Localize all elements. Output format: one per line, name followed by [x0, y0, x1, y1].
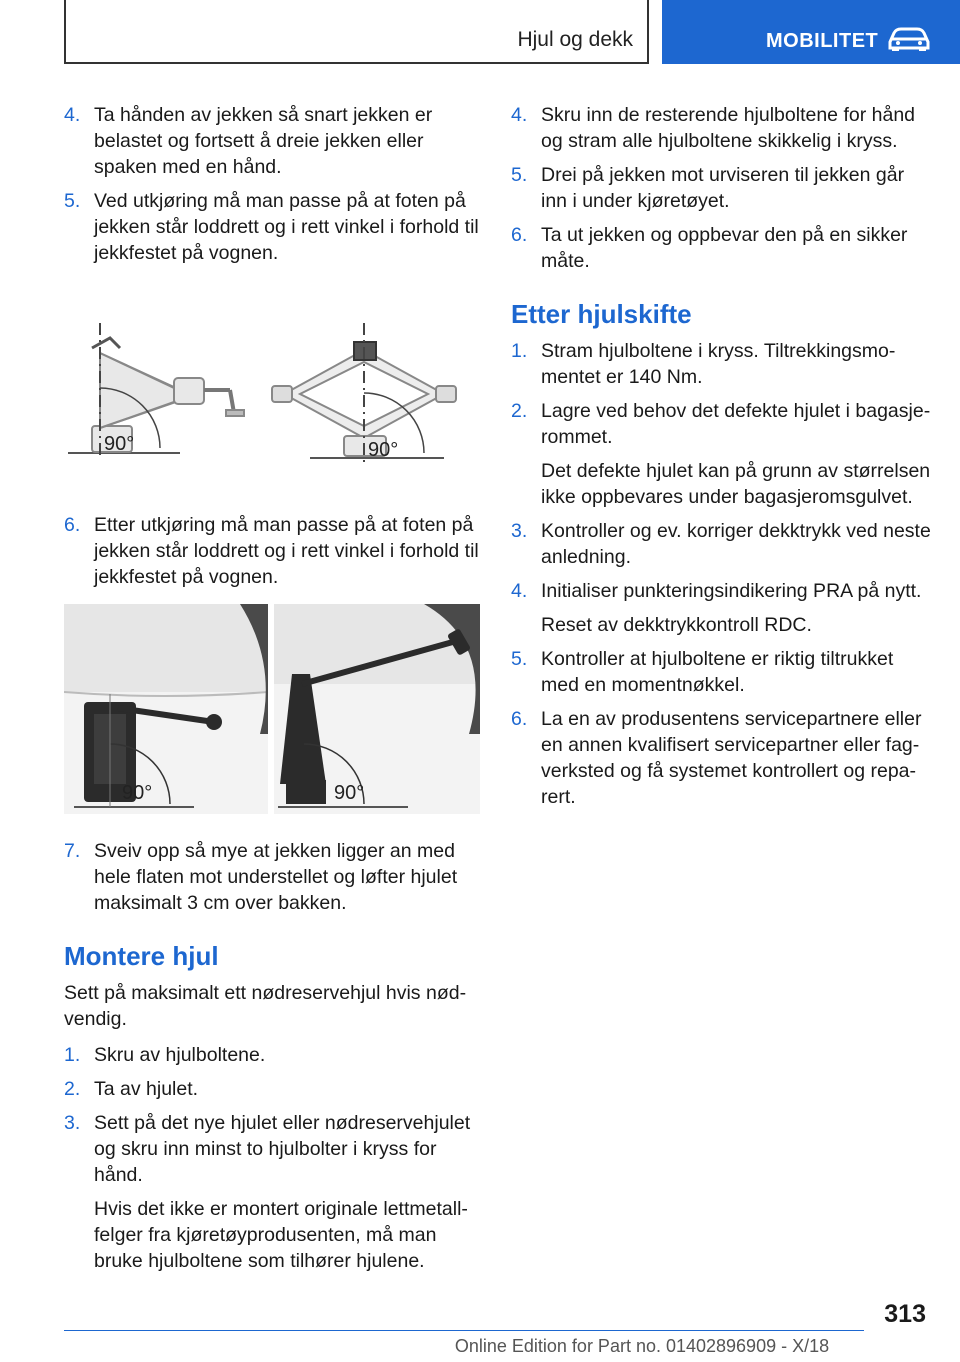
list-item	[511, 646, 931, 698]
step-note: Hvis det ikke er montert originale lettmetallfelger fra kjøretøyprodusenten, må man bruke hjulboltene som tilhører hjulene.	[94, 1198, 468, 1272]
step-text: Ta ut jekken og oppbevar den på en sikker måte.	[541, 224, 908, 272]
list-item	[511, 578, 931, 604]
list-item	[64, 1076, 480, 1102]
step-number: 1.	[64, 1044, 81, 1066]
step-number: 4.	[64, 104, 81, 126]
angle-label: 90°	[104, 433, 135, 455]
step-number: 6.	[511, 224, 528, 246]
step-number: 1.	[511, 340, 528, 362]
step-number: 4.	[511, 580, 528, 602]
list-item	[64, 838, 480, 916]
list-item	[511, 338, 931, 390]
step-number: 5.	[511, 648, 528, 670]
page-number: 313	[884, 1300, 926, 1328]
step-text: Kontroller at hjulboltene er riktig tiltrukket med en momentnøkkel.	[541, 648, 894, 696]
step-text: Ta hånden av jekken så snart jekken er belastet og fortsett å dreie jekken eller spaken med en hånd.	[94, 104, 433, 178]
step-text: La en av produsentens servicepartnere eller en annen kvalifisert servicepartner eller fagverksted og få systemet kontrollert og reparert.	[541, 708, 922, 808]
step-number: 5.	[64, 190, 81, 212]
footer-divider	[64, 1330, 864, 1331]
footer-edition	[0, 1336, 960, 1357]
list-item	[64, 102, 480, 180]
step-note: Reset av dekktrykkontroll RDC.	[541, 614, 812, 636]
section-title: Etter hjulskifte	[511, 299, 692, 329]
list-item	[64, 188, 480, 266]
step-text: Ta av hjulet.	[94, 1078, 199, 1100]
angle-label: 90°	[368, 439, 399, 461]
step-text: Kontroller og ev. korriger dekktrykk ved neste anledning.	[541, 520, 931, 568]
chapter-tab-label: MOBILITET	[766, 30, 879, 52]
jack-under-vehicle-figure	[64, 604, 480, 814]
list-item	[511, 706, 931, 810]
header-section-box	[64, 0, 649, 64]
step-number: 2.	[511, 400, 528, 422]
angle-label: 90°	[122, 782, 153, 804]
section-title: Montere hjul	[64, 941, 219, 971]
step-text: Ved utkjøring må man passe på at foten på jekken står loddrett og i rett vinkel i forhold til jekkfestet på vognen.	[94, 190, 479, 264]
step-text: Sett på det nye hjulet eller nødreservehjulet og skru inn minst to hjulbolter i kryss for hånd.	[94, 1112, 471, 1186]
angle-label: 90°	[334, 782, 365, 804]
left-column	[64, 102, 480, 1282]
step-number: 5.	[511, 164, 528, 186]
step-number: 6.	[64, 514, 81, 536]
step-number: 2.	[64, 1078, 81, 1100]
step-text: Drei på jekken mot urviseren til jekken går inn i under kjøretøyet.	[541, 164, 905, 212]
list-item	[511, 102, 931, 154]
step-text: Etter utkjøring må man passe på at foten på jekken står loddrett og i rett vinkel i forhold til jekkfestet på vognen.	[94, 514, 479, 588]
list-item	[64, 512, 480, 590]
scissor-jack-figure	[64, 298, 480, 498]
step-number: 3.	[511, 520, 528, 542]
list-item	[511, 398, 931, 450]
section-intro: Sett på maksimalt ett nødreservehjul hvis nødvendig.	[64, 982, 467, 1030]
step-text: Skru av hjulboltene.	[94, 1044, 266, 1066]
list-item	[511, 222, 931, 274]
step-number: 6.	[511, 708, 528, 730]
footer-edition-text: Online Edition for Part no. 01402896909 - X/18	[454, 1336, 830, 1356]
step-text: Lagre ved behov det defekte hjulet i bagasjerommet.	[541, 400, 931, 448]
step-note: Det defekte hjulet kan på grunn av størrelsen ikke oppbevares under bagasjeromsgulvet.	[541, 460, 931, 508]
step-text: Stram hjulboltene i kryss. Tiltrekkingsmomentet er 140 Nm.	[541, 340, 896, 388]
step-number: 4.	[511, 104, 528, 126]
car-icon	[886, 26, 932, 52]
list-item	[64, 1042, 480, 1068]
list-item	[511, 162, 931, 214]
header-chapter-tab[interactable]	[662, 0, 960, 64]
step-text: Initialiser punkteringsindikering PRA på nytt.	[541, 580, 922, 602]
step-number: 7.	[64, 840, 81, 862]
header-section-title: Hjul og dekk	[517, 28, 633, 51]
step-text: Sveiv opp så mye at jekken ligger an med hele flaten mot understellet og løfter hjulet maksimalt 3 cm over bakken.	[94, 840, 458, 914]
step-number: 3.	[64, 1112, 81, 1134]
right-column	[511, 102, 931, 818]
list-item	[511, 518, 931, 570]
list-item	[64, 1110, 480, 1188]
step-text: Skru inn de resterende hjulboltene for hånd og stram alle hjulboltene skikkelig i kryss.	[541, 104, 916, 152]
